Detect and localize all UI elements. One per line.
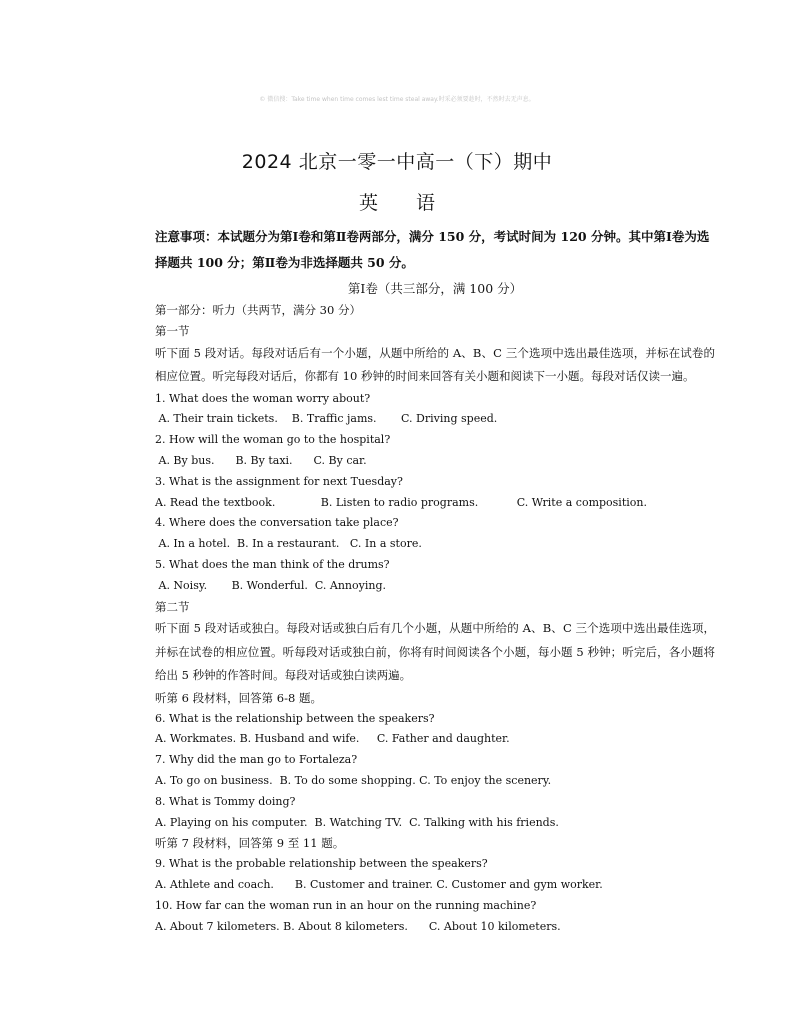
question-text: 7. Why did the man go to Fortaleza? bbox=[155, 753, 358, 767]
question-list-1 bbox=[155, 389, 715, 597]
question-options: A. Workmates. B. Husband and wife. C. Father and daughter. bbox=[155, 732, 510, 746]
part-one-title: 第一部分：听力（共两节，满分 30 分） bbox=[155, 303, 361, 317]
question-text: 9. What is the probable relationship between the speakers? bbox=[155, 857, 488, 871]
exam-content bbox=[155, 224, 715, 937]
sec1-label: 第一节 bbox=[155, 323, 190, 338]
question-options: A. By bus. B. By taxi. C. By car. bbox=[155, 453, 367, 467]
exam-subject: 英语 bbox=[358, 192, 473, 214]
question-text: 8. What is Tommy doing? bbox=[155, 794, 296, 808]
question-options: A. Playing on his computer. B. Watching TV. C. Talking with his friends. bbox=[155, 815, 559, 829]
question-text: 2. How will the woman go to the hospital? bbox=[155, 433, 391, 447]
question-options: A. Noisy. B. Wonderful. C. Annoying. bbox=[155, 578, 386, 592]
question-list-2 bbox=[155, 709, 715, 834]
sec1-instructions: 听下面 5 段对话。每段对话后有一个小题，从题中所给的 A、B、C 三个选项中选出最佳选项，并标在试卷的相应位置。听完每段对话后，你都有 10 秒钟的时间来回答有关小题和阅读下一小题。每段对话仅读一遍。 bbox=[155, 345, 715, 384]
question-text: 1. What does the woman worry about? bbox=[155, 391, 371, 405]
question-text: 6. What is the relationship between the speakers? bbox=[155, 711, 435, 725]
notice-paragraph: 注意事项：本试题分为第Ⅰ卷和第Ⅱ卷两部分，满分 150 分，考试时间为 120 分钟。其中第Ⅰ卷为选择题共 100 分；第Ⅱ卷为非选择题共 50 分。 bbox=[155, 229, 710, 270]
question-options: A. Their train tickets. B. Traffic jams. C. Driving speed. bbox=[155, 412, 498, 426]
question-options: A. To go on business. B. To do some shopping. C. To enjoy the scenery. bbox=[155, 774, 552, 788]
question-text: 10. How far can the woman run in an hour on the running machine? bbox=[155, 898, 537, 912]
question-text: 4. Where does the conversation take place? bbox=[155, 516, 399, 530]
question-list-3 bbox=[155, 854, 715, 937]
question-text: 3. What is the assignment for next Tuesday? bbox=[155, 474, 403, 488]
watermark-text: © 微信搜：Take time when time comes lest time steal away.时采必须要趁时，不然时去无声息。 bbox=[259, 96, 535, 103]
question-options: A. About 7 kilometers. B. About 8 kilometers. C. About 10 kilometers. bbox=[155, 919, 561, 933]
question-options: A. In a hotel. B. In a restaurant. C. In a store. bbox=[155, 537, 422, 551]
question-options: A. Read the textbook. B. Listen to radio programs. C. Write a composition. bbox=[155, 495, 647, 509]
exam-title: 2024 北京一零一中高一（下）期中 bbox=[241, 151, 553, 173]
sec2-instructions: 听下面 5 段对话或独白。每段对话或独白后有几个小题，从题中所给的 A、B、C 三个选项中选出最佳选项，并标在试卷的相应位置。听每段对话或独白前，你将有时间阅读各个小题，每小题 5 秒钟；听完后，各小题将给出 5 秒钟的作答时间。每段对话或独白读两遍。 bbox=[155, 621, 715, 683]
section-one-title: 第Ⅰ卷（共三部分，满 100 分） bbox=[347, 281, 523, 296]
question-options: A. Athlete and coach. B. Customer and trainer. C. Customer and gym worker. bbox=[155, 878, 603, 892]
material-7-heading: 听第 7 段材料，回答第 9 至 11 题。 bbox=[155, 836, 345, 851]
material-6-heading: 听第 6 段材料，回答第 6-8 题。 bbox=[155, 690, 322, 705]
question-text: 5. What does the man think of the drums? bbox=[155, 557, 390, 571]
sec2-label: 第二节 bbox=[155, 599, 190, 614]
